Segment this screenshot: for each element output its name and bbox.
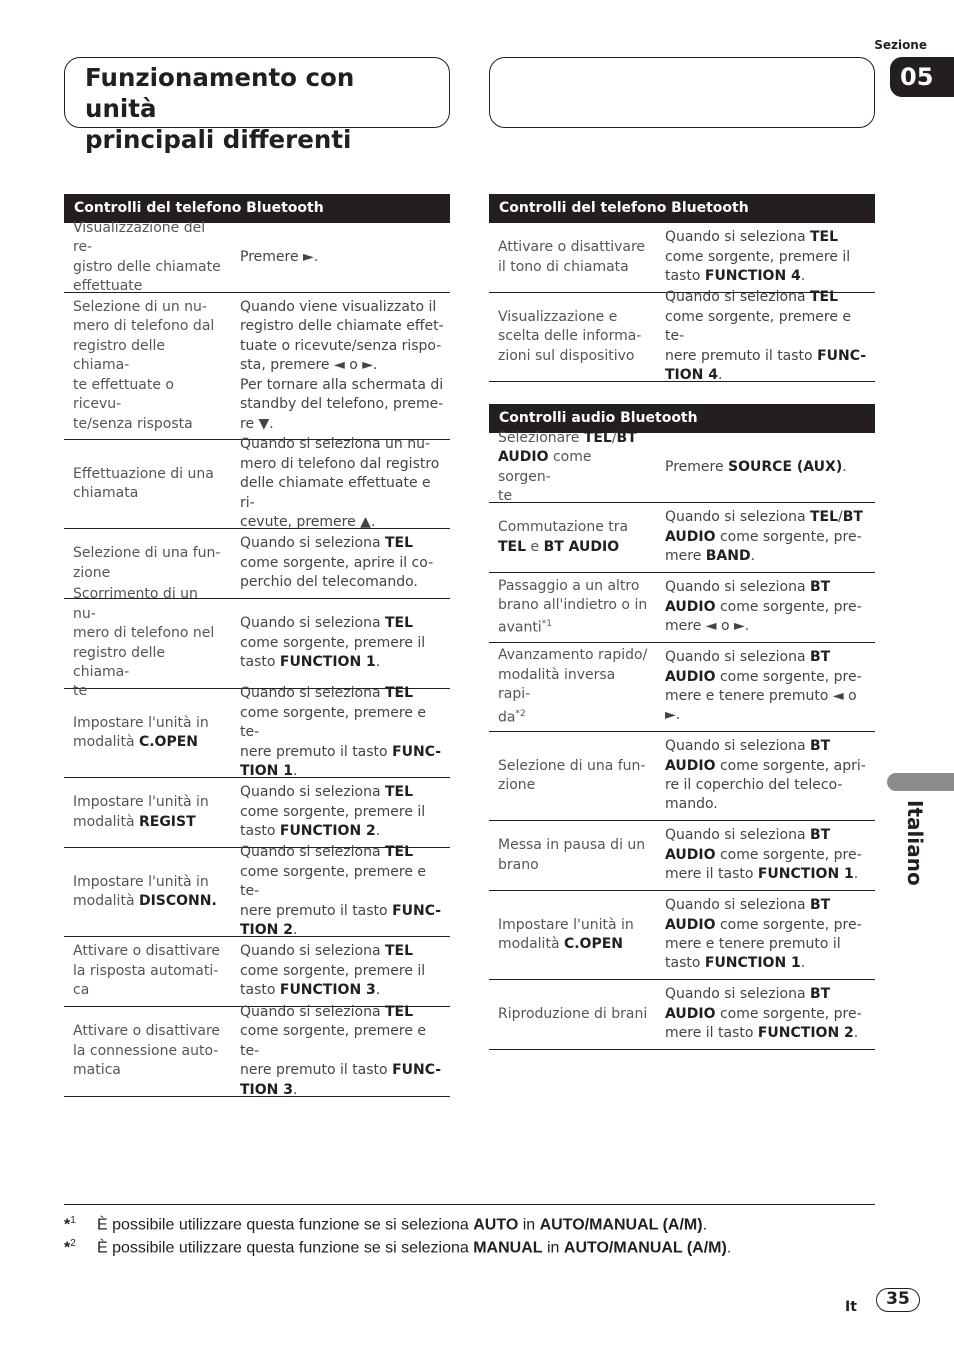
table-row — [64, 844, 450, 939]
row-operation: Quando si seleziona TEL come sorgente, premere il tasto FUNCTION 1. — [240, 615, 426, 671]
table-row — [64, 685, 450, 780]
row-action: Attivare o disattivare la connessione auto- matica — [73, 1023, 221, 1079]
page-title — [85, 62, 429, 155]
row-operation: Quando si seleziona BT AUDIO come sorgente, pre- mere e tenere premuto il tasto FUNCTION 1. — [665, 897, 862, 972]
table-row — [64, 586, 450, 700]
page-number: 35 — [876, 1288, 920, 1312]
row-action: Visualizzazione del re- gistro delle chiamate effettuate — [73, 219, 221, 294]
row-action: Attivare o disattivare la risposta automati- ca — [73, 943, 221, 999]
row-action: Avanzamento rapido/ modalità inversa rapi- $da^{*2}$ — [498, 647, 648, 726]
table-row — [64, 937, 450, 1007]
table-header: Controlli del telefono Bluetooth — [489, 194, 875, 223]
page-title-box — [64, 57, 450, 154]
row-operation: Quando si seleziona TEL come sorgente, premere il tasto FUNCTION 3. — [240, 943, 426, 999]
table-row — [64, 219, 450, 294]
row-operation: Quando si seleziona BT AUDIO come sorgente, pre- mere il tasto FUNCTION 2. — [665, 986, 862, 1042]
footnote-1 — [64, 1215, 707, 1234]
table-row — [489, 289, 875, 384]
row-action: Visualizzazione e scelta delle informa- zioni sul dispositivo — [498, 308, 642, 364]
footnote-divider — [64, 1204, 875, 1205]
empty-header-box — [489, 57, 875, 128]
row-action: Riproduzione di brani — [498, 1005, 648, 1022]
table-header: Controlli del telefono Bluetooth — [64, 194, 450, 223]
table-row — [489, 643, 875, 732]
table-row — [64, 778, 450, 848]
row-action: Impostare l'unità in modalità C.OPEN — [73, 714, 209, 750]
row-operation: Quando si seleziona TEL come sorgente, premere e te- nere premuto il tasto FUNC- TION 3. — [240, 1003, 442, 1098]
section-label: Sezione — [874, 38, 927, 52]
row-action: Attivare o disattivare il tono di chiamata — [498, 239, 646, 275]
row-action: Passaggio a un altro brano all'indietro o in avanti$^{*1}$ — [498, 577, 648, 637]
table-row — [489, 980, 875, 1050]
page-title-line1: Funzionamento con unità — [85, 63, 355, 123]
row-operation: Quando si seleziona TEL come sorgente, premere il tasto FUNCTION 4. — [665, 229, 851, 285]
row-operation: Quando si seleziona TEL come sorgente, premere e te- nere premuto il tasto FUNC- TION 4. — [665, 289, 867, 384]
row-operation: Quando si seleziona BT AUDIO come sorgente, pre- mere il tasto FUNCTION 1. — [665, 827, 862, 883]
language-side-tab — [887, 773, 954, 791]
footnote-1-mark: *$^1$ — [64, 1215, 76, 1234]
table-row — [489, 821, 875, 891]
table-row — [489, 573, 875, 643]
row-operation: Premere SOURCE (AUX). — [665, 458, 847, 475]
row-action: Scorrimento di un nu- mero di telefono nel registro delle chiama- te — [73, 586, 215, 700]
table-row — [489, 223, 875, 293]
page-language: It — [845, 1299, 857, 1315]
right-phone-controls-table — [489, 194, 875, 382]
row-operation: Quando si seleziona un nu- mero di telefono dal registro delle chiamate effettuate e ri- cevute, premere ▲. — [240, 436, 440, 531]
row-operation: Quando si seleziona TEL come sorgente, premere e te- nere premuto il tasto FUNC- TION 1. — [240, 685, 442, 780]
row-action: Selezione di una fun- zione — [498, 757, 646, 793]
row-action: Impostare l'unità in modalità REGIST — [73, 794, 209, 830]
footnote-2-text: È possibile utilizzare questa funzione se si seleziona MANUAL in AUTO/MANUAL (A/M). — [97, 1239, 732, 1257]
footnote-2 — [64, 1238, 731, 1257]
row-action: Selezione di un nu- mero di telefono dal registro delle chiama- te effettuate o ricevu- te/senza risposta — [73, 299, 215, 432]
row-operation: Quando si seleziona TEL come sorgente, aprire il co- perchio del telecomando. — [240, 535, 434, 591]
page-title-line2: principali differenti — [85, 125, 352, 154]
row-action: Impostare l'unità in modalità DISCONN. — [73, 873, 217, 909]
section-number-badge: 05 — [890, 57, 954, 97]
row-operation: Quando si seleziona BT AUDIO come sorgente, apri- re il coperchio del teleco- mando. — [665, 738, 866, 813]
footnote-2-mark: *$^2$ — [64, 1238, 76, 1257]
row-action: Effettuazione di una chiamata — [73, 465, 214, 501]
row-operation: Quando si seleziona TEL come sorgente, premere il tasto FUNCTION 2. — [240, 784, 426, 840]
row-action: Commutazione tra TEL e BT AUDIO — [498, 519, 629, 555]
row-operation: Quando si seleziona BT AUDIO come sorgente, pre- mere ◄ o ►. — [665, 579, 862, 635]
table-row — [489, 429, 875, 504]
row-operation: Premere ►. — [240, 248, 319, 265]
table-row — [489, 732, 875, 821]
right-audio-controls-table — [489, 404, 875, 1050]
row-operation: Quando si seleziona TEL come sorgente, premere e te- nere premuto il tasto FUNC- TION 2. — [240, 844, 442, 939]
row-action: Impostare l'unità in modalità C.OPEN — [498, 916, 634, 952]
row-operation: Quando viene visualizzato il registro delle chiamate effet- tuate o ricevute/senza rispo- sta, premere ◄ o ►. Per tornare alla schermata di standby del telefono, preme- re ▼. — [240, 299, 444, 432]
table-row — [489, 891, 875, 980]
row-action: Selezionare TEL/BT AUDIO come sorgen- te — [498, 429, 637, 504]
footnote-1-text: È possibile utilizzare questa funzione se si seleziona AUTO in AUTO/MANUAL (A/M). — [97, 1216, 708, 1234]
row-operation: Quando si seleziona TEL/BT AUDIO come sorgente, pre- mere BAND. — [665, 509, 863, 565]
row-action: Selezione di una fun- zione — [73, 545, 221, 581]
table-row — [489, 503, 875, 573]
row-operation: Quando si seleziona BT AUDIO come sorgente, pre- mere e tenere premuto ◄ o ►. — [665, 649, 862, 724]
table-header: Controlli audio Bluetooth — [489, 404, 875, 433]
language-side-label: Italiano — [903, 800, 927, 886]
row-action: Messa in pausa di un brano — [498, 837, 646, 873]
table-row — [64, 436, 450, 531]
table-row — [64, 293, 450, 440]
left-controls-table — [64, 194, 450, 1097]
table-row — [64, 1003, 450, 1098]
